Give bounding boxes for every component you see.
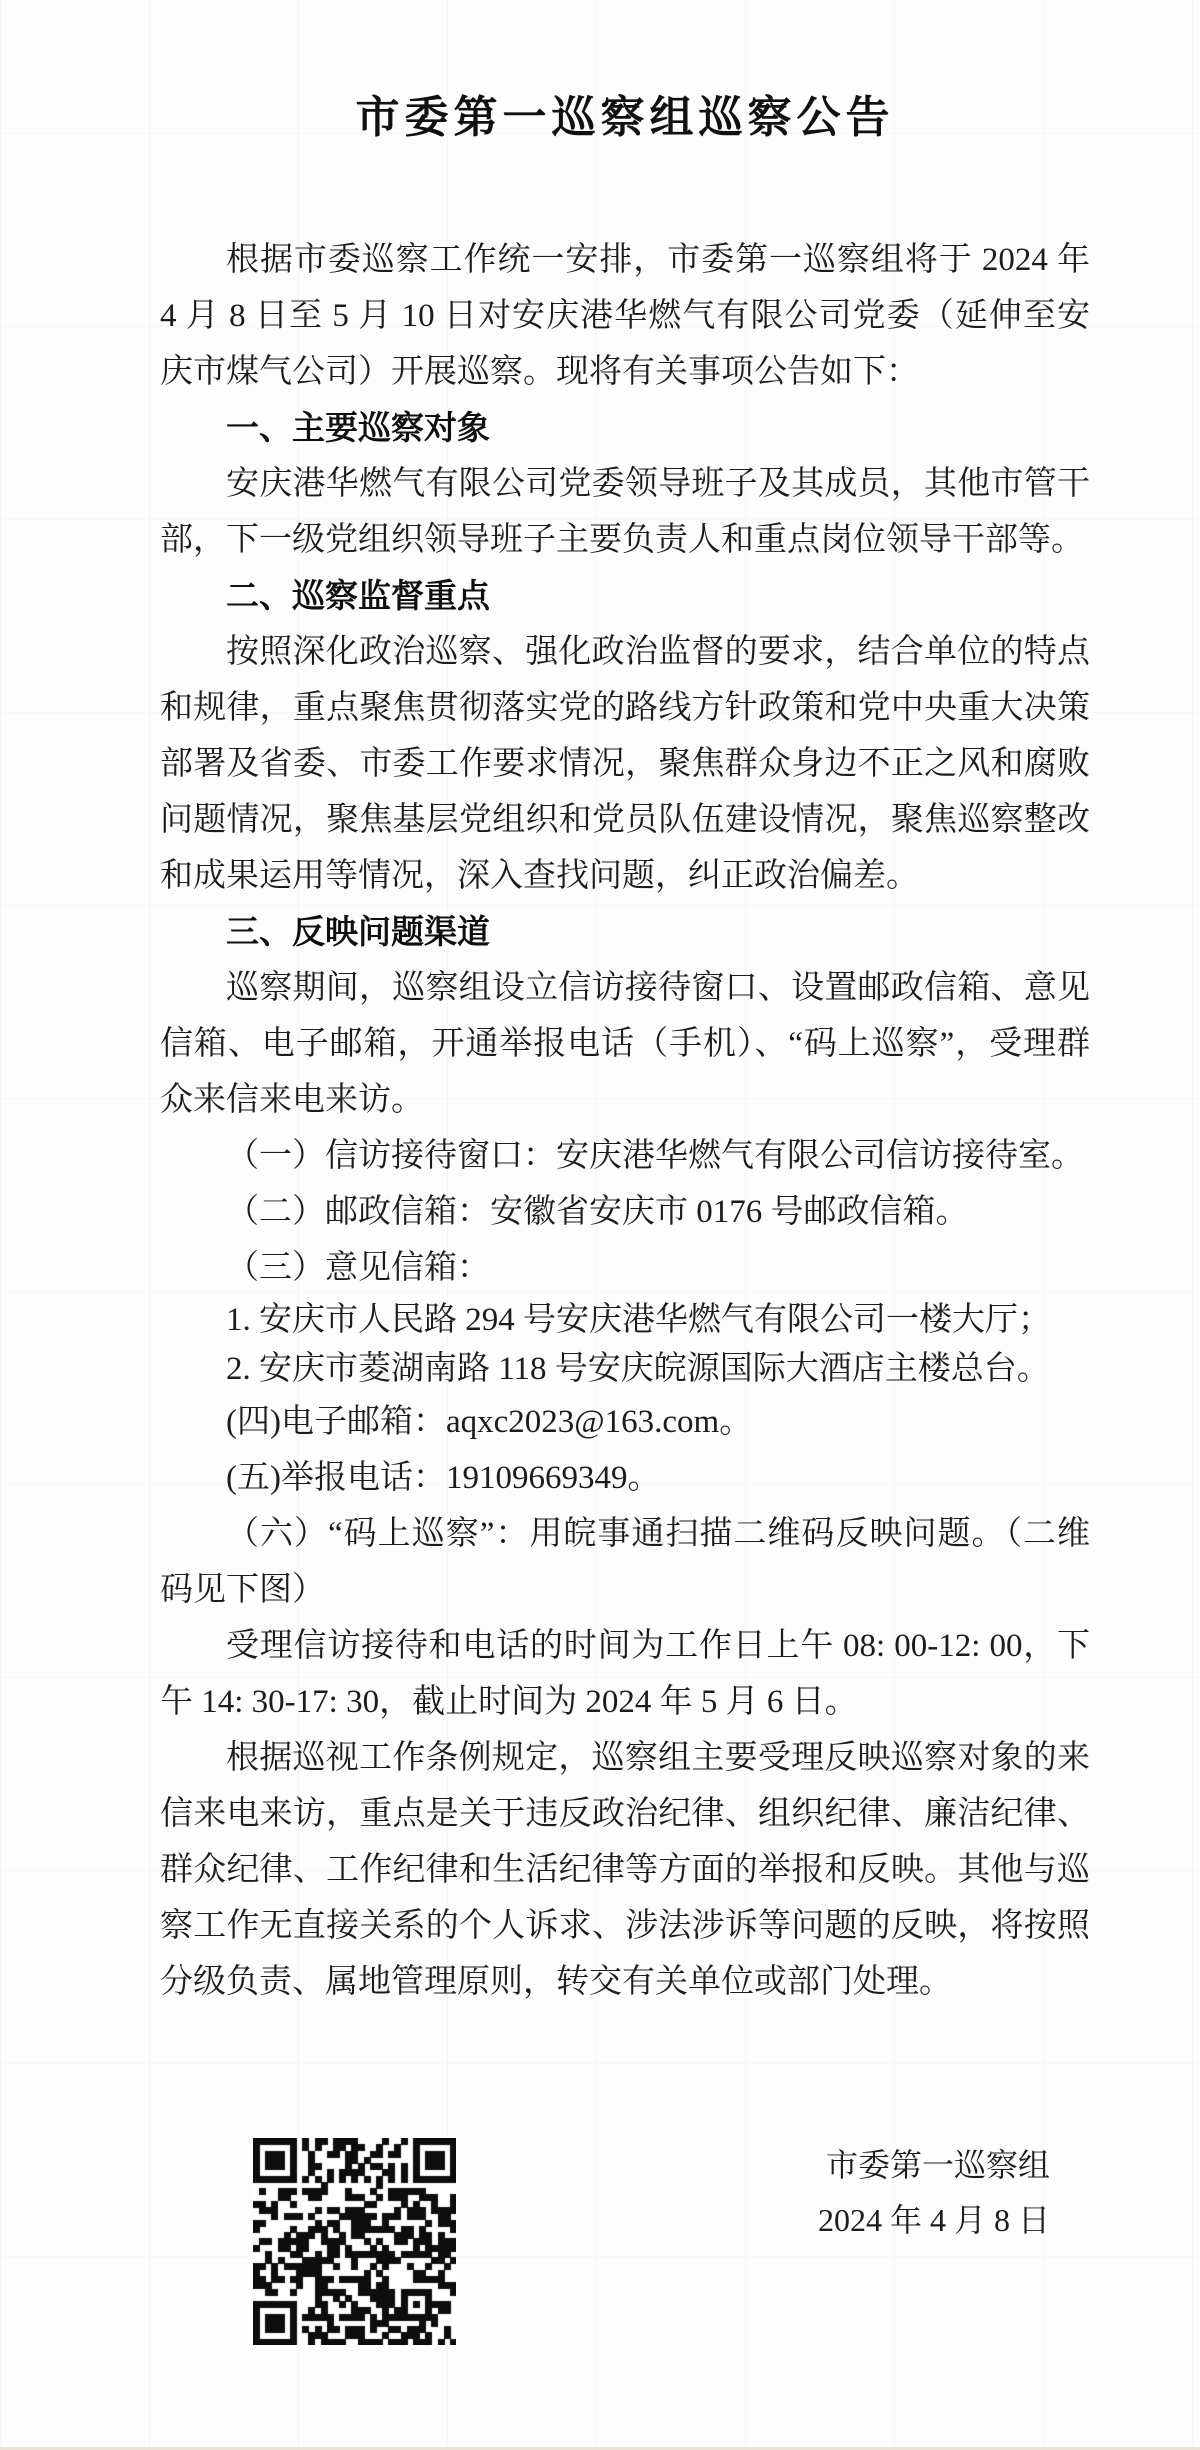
channel-suggestion-box: （三）意见信箱： <box>226 1250 490 1286</box>
suggestion-address-2: 2. 安庆市菱湖南路 118 号安庆皖源国际大酒店主楼总台。 <box>226 1351 1050 1387</box>
signature-org: 市委第一巡察组 <box>825 2147 1050 2183</box>
office-hours: 受理信访接待和电话的时间为工作日上午 08: 00-12: 00，下午 14: 30-17: 30，截止时间为 2024 年 5 月 6 日。 <box>160 1628 1090 1720</box>
document-body <box>160 232 1090 2010</box>
section-3-heading: 三、反映问题渠道 <box>226 913 490 950</box>
channel-phone: (五)举报电话：19109669349。 <box>226 1460 661 1496</box>
channels-intro: 巡察期间，巡察组设立信访接待窗口、设置邮政信箱、意见信箱、电子邮箱，开通举报电话（手机）、“码上巡察”，受理群众来信来电来访。 <box>160 970 1090 1118</box>
section-1-heading: 一、主要巡察对象 <box>226 409 490 446</box>
section-2-heading: 二、巡察监督重点 <box>226 577 490 614</box>
document-title: 市委第一巡察组巡察公告 <box>355 93 895 142</box>
channel-qr-scan: （六）“码上巡察”：用皖事通扫描二维码反映问题。（二维码见下图） <box>160 1516 1090 1608</box>
intro-paragraph: 根据市委巡察工作统一安排，市委第一巡察组将于 2024 年 4 月 8 日至 5 月 10 日对安庆港华燃气有限公司党委（延伸至安庆市煤气公司）开展巡察。现将有关事项公告如下： <box>160 242 1090 390</box>
channel-email: (四)电子邮箱：aqxc2023@163.com。 <box>226 1404 753 1440</box>
document-footer <box>160 2138 1090 2345</box>
channel-post-box: （二）邮政信箱：安徽省安庆市 0176 号邮政信箱。 <box>226 1194 969 1230</box>
section-2-body: 按照深化政治巡察、强化政治监督的要求，结合单位的特点和规律，重点聚焦贯彻落实党的路线方针政策和党中央重大决策部署及省委、市委工作要求情况，聚焦群众身边不正之风和腐败问题情况，聚焦基层党组织和党员队伍建设情况，聚焦巡察整改和成果运用等情况，深入查找问题，纠正政治偏差。 <box>160 634 1090 894</box>
inspection-qr-code <box>253 2138 456 2345</box>
suggestion-address-1: 1. 安庆市人民路 294 号安庆港华燃气有限公司一楼大厅； <box>226 1302 1051 1338</box>
acceptance-scope: 根据巡视工作条例规定，巡察组主要受理反映巡察对象的来信来电来访，重点是关于违反政治纪律、组织纪律、廉洁纪律、群众纪律、工作纪律和生活纪律等方面的举报和反映。其他与巡察工作无直接关系的个人诉求、涉法涉诉等问题的反映，将按照分级负责、属地管理原则，转交有关单位或部门处理。 <box>160 1740 1090 2000</box>
section-1-body: 安庆港华燃气有限公司党委领导班子及其成员，其他市管干部，下一级党组织领导班子主要负责人和重点岗位领导干部等。 <box>160 466 1090 558</box>
signature-block <box>818 2138 1050 2248</box>
signature-date: 2024 年 4 月 8 日 <box>817 2202 1050 2238</box>
channel-visit-window: （一）信访接待窗口：安庆港华燃气有限公司信访接待室。 <box>226 1138 1084 1174</box>
